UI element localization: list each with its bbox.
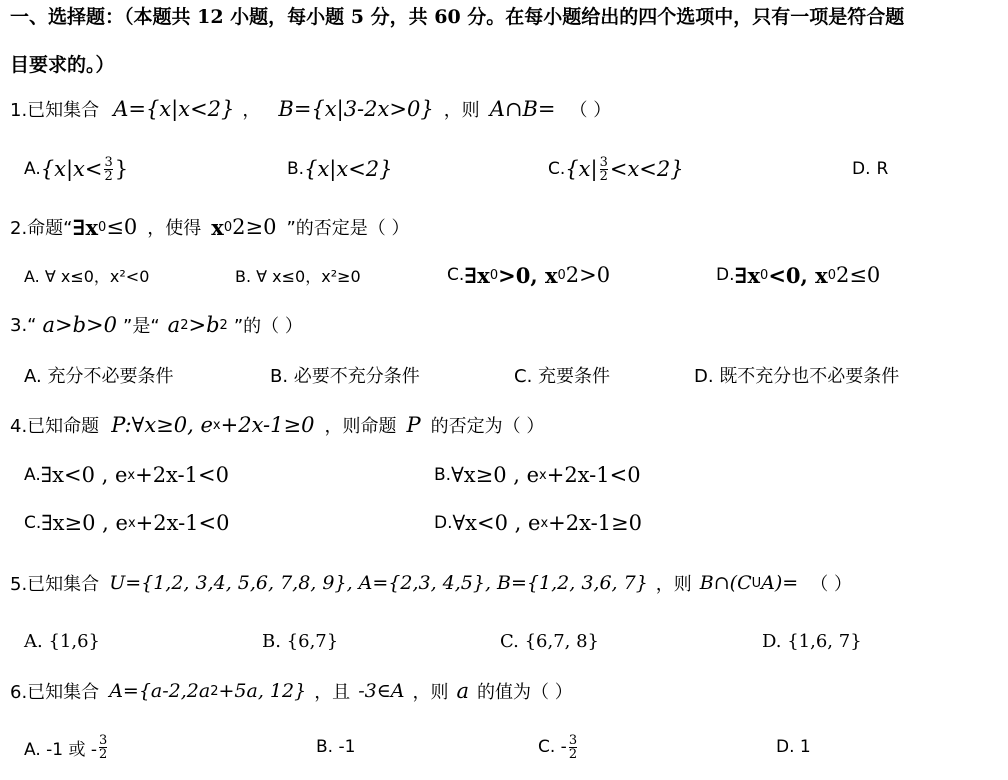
option-math: 2≤0 (835, 263, 881, 287)
fraction: $\frac{3}{2}$ (99, 732, 108, 762)
option-label: A. (24, 465, 41, 485)
q2-expr: x (211, 214, 224, 240)
option-text: A. 充分不必要条件 (24, 366, 174, 387)
q5-sets: U={1,2, 3,4, 5,6, 7,8, 9}, A={2,3, 4,5}, B={1,2, 3,6, 7} (109, 572, 648, 594)
q2-mid: ，使得 (147, 218, 202, 239)
option-math: +2x-1≥0 (548, 511, 642, 535)
q1-option-c (548, 152, 684, 186)
superscript: x (212, 417, 221, 433)
q5-prefix: 5.已知集合 (10, 574, 100, 595)
option-label: B. (287, 159, 305, 179)
option-label: D. (716, 265, 735, 285)
q3-option-c (514, 358, 610, 392)
section-header-line1: 一、选择题：（本题共 12 小题，每小题 5 分，共 60 分。在每小题给出的四个选项中，只有一项是符合题 (10, 6, 905, 28)
q4-prop-rest: +2x-1≥0 (220, 413, 315, 437)
subscript: U (751, 575, 762, 591)
option-math: {x| (565, 157, 598, 181)
superscript: x (127, 515, 136, 531)
superscript: 2 (180, 317, 189, 333)
q3-suffix: ”的（ ） (233, 316, 303, 337)
q6-option-b (316, 730, 355, 764)
q2-cond: ∃x (72, 214, 99, 240)
q6-option-c (538, 730, 579, 764)
option-math: ∀x<0 , e (452, 511, 541, 535)
option-math: +2x-1<0 (135, 511, 230, 535)
q2-option-d (716, 258, 880, 292)
option-math: <0, x (768, 262, 828, 288)
option-math-tail: <x<2} (609, 157, 684, 181)
q5-option-d (762, 624, 862, 658)
option-text: A. -1 或 - (24, 739, 98, 760)
q1-mid: ，则 (443, 100, 480, 121)
option-text: R (876, 159, 889, 179)
q4-mid: ，则命题 (324, 416, 397, 437)
option-text: B. -1 (316, 737, 356, 757)
option-label: D. (434, 513, 453, 533)
subscript: 0 (760, 267, 769, 283)
option-text: A. ∀ x≤0，x²<0 (24, 266, 150, 286)
option-math: ∀x≥0 , e (451, 463, 540, 487)
option-label: B. (434, 465, 452, 485)
option-text: C. {6,7, 8} (500, 630, 599, 652)
superscript: 2 (210, 683, 219, 699)
question-2 (10, 210, 409, 244)
option-label: C. (548, 159, 566, 179)
q1-prefix: 1.已知集合 (10, 100, 100, 121)
q4-p: P (406, 413, 421, 437)
q6-set-a: A={a-2,2a (109, 680, 211, 702)
q6-prefix: 6.已知集合 (10, 682, 100, 703)
subscript: 0 (223, 219, 233, 235)
q1-expr: A∩B= (489, 97, 556, 121)
q5-expr-post: A)= (761, 572, 799, 594)
fraction: $\frac{3}{2}$ (568, 732, 578, 762)
option-text: B. ∀ x≤0，x²≥0 (235, 266, 361, 286)
superscript: x (127, 467, 136, 483)
subscript: 0 (827, 267, 836, 283)
option-label: C. (24, 513, 42, 533)
superscript: x (539, 467, 547, 483)
q1-option-d (852, 152, 888, 186)
q3-expr-a: a (167, 313, 181, 337)
fraction: $\frac{3}{2}$ (104, 154, 113, 184)
option-text: D. 1 (776, 737, 811, 757)
q1-set-b: B={x|3-2x>0} (278, 97, 434, 121)
q5-option-a (24, 624, 100, 658)
question-6 (10, 674, 573, 708)
q1-set-a: A={x|x<2} (113, 97, 235, 121)
q4-option-b (434, 458, 641, 492)
option-text: B. 必要不充分条件 (270, 366, 420, 387)
option-label: D. (852, 159, 871, 179)
option-text: D. 既不充分也不必要条件 (694, 366, 900, 387)
q2-cond-rest: ≤0 (106, 215, 138, 239)
q3-expr-b: b (206, 313, 220, 337)
option-math: ∃x<0 , e (40, 463, 128, 487)
q3-expr-gt: > (188, 313, 207, 337)
option-label: A. (24, 159, 41, 179)
q5-option-b (262, 624, 338, 658)
option-math: 2>0 (565, 263, 611, 287)
q3-option-b (270, 358, 420, 392)
q2-option-c (447, 258, 610, 292)
option-math: {x|x< (40, 157, 103, 181)
option-math: +2x-1<0 (135, 463, 229, 487)
q1-sep: ， (242, 100, 261, 121)
option-math: ∃x (464, 262, 490, 288)
q6-var: a (456, 679, 470, 703)
option-math: +2x-1<0 (546, 463, 641, 487)
option-math-close: } (114, 157, 129, 181)
fraction: $\frac{3}{2}$ (599, 154, 608, 184)
q5-mid: ，则 (655, 574, 692, 595)
subscript: 0 (489, 267, 499, 283)
option-math: ∃x≥0 , e (41, 511, 128, 535)
q6-mid2: ，则 (412, 682, 449, 703)
superscript: x (540, 515, 549, 531)
q4-option-d (434, 506, 642, 540)
q4-option-c (24, 506, 229, 540)
q6-suffix: 的值为（ ） (477, 682, 573, 703)
option-text: B. {6,7} (262, 630, 339, 652)
q3-cond: a>b>0 (42, 313, 118, 337)
q5-expr: B∩(C (699, 572, 752, 594)
section-header-line2: 目要求的。） (10, 54, 115, 76)
subscript: 0 (98, 219, 107, 235)
superscript: 2 (219, 317, 228, 333)
q2-option-b (235, 258, 361, 292)
option-text: D. {1,6, 7} (762, 630, 862, 652)
q6-option-d (776, 730, 811, 764)
q6-mid: ，且 (314, 682, 351, 703)
q1-option-a (24, 152, 128, 186)
q2-expr-rest: 2≥0 (232, 215, 277, 239)
q3-prefix: 3.“ (10, 314, 37, 336)
option-text: A. {1,6} (24, 630, 100, 652)
option-math: ∃x (734, 262, 761, 288)
q1-paren: （ ） (569, 100, 612, 121)
question-3 (10, 308, 303, 342)
q2-suffix: ”的否定是（ ） (286, 218, 410, 239)
option-text: C. 充要条件 (514, 366, 611, 387)
q1-option-b (287, 152, 393, 186)
q5-option-c (500, 624, 599, 658)
q5-paren: （ ） (810, 574, 852, 595)
q2-option-a (24, 258, 149, 292)
option-math: >0, x (498, 262, 558, 288)
option-text: C. - (538, 737, 567, 757)
question-5 (10, 566, 852, 600)
option-math: {x|x<2} (304, 157, 393, 181)
option-label: C. (447, 265, 465, 285)
q3-option-d (694, 358, 899, 392)
q3-option-a (24, 358, 173, 392)
q6-set-a-post: +5a, 12} (218, 680, 307, 702)
q4-prefix: 4.已知命题 (10, 416, 100, 437)
q6-option-a (24, 730, 109, 764)
q3-mid: ”是“ (123, 316, 160, 337)
q4-option-a (24, 458, 229, 492)
question-1 (10, 92, 611, 126)
q2-prefix: 2.命题“ (10, 218, 73, 239)
subscript: 0 (557, 267, 566, 283)
q4-prop: P:∀x≥0, e (111, 413, 213, 437)
question-4 (10, 408, 544, 442)
q6-cond: -3∈A (358, 680, 405, 702)
q4-suffix: 的否定为（ ） (430, 416, 545, 437)
